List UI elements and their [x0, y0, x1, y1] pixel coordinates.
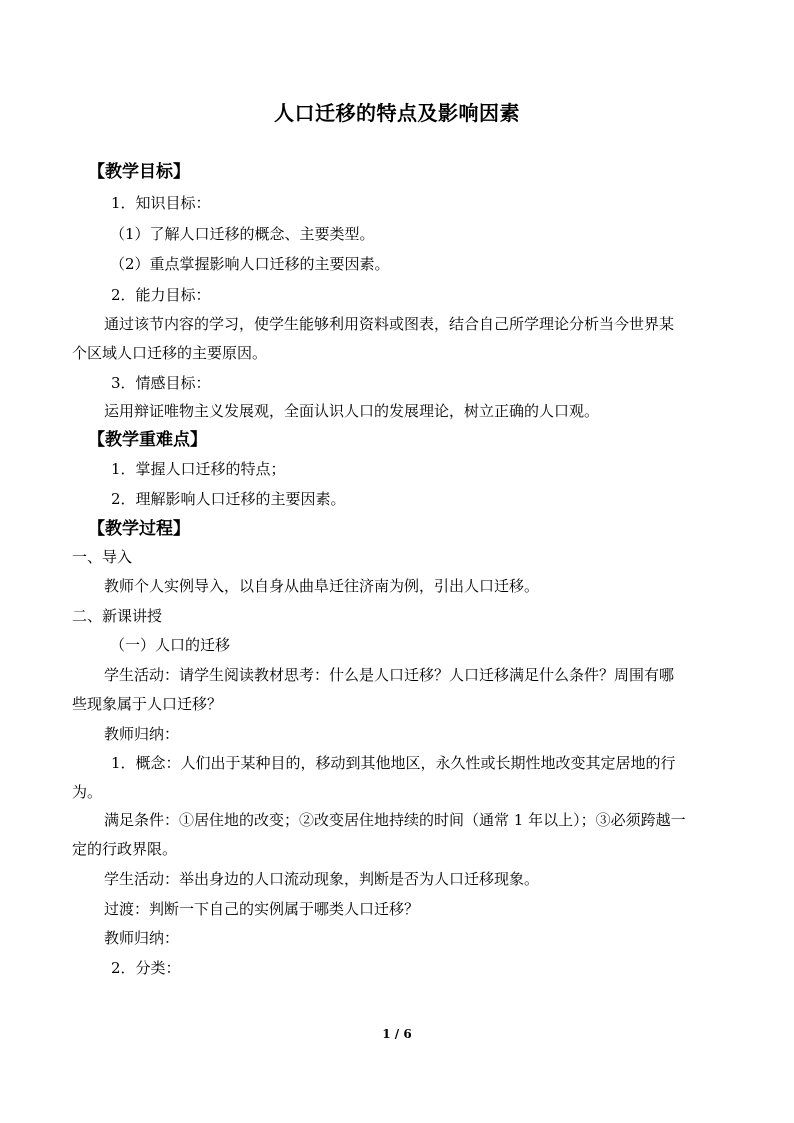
page-title: 人口迁移的特点及影响因素	[274, 101, 520, 125]
student-activity-1-line-2: 些现象属于人口迁移？	[72, 695, 223, 713]
student-activity-2: 学生活动：举出身边的人口流动现象，判断是否为人口迁移现象。	[104, 870, 540, 888]
student-activity-1-line-1: 学生活动：请学生阅读教材思考：什么是人口迁移？人口迁移满足什么条件？周围有哪	[104, 666, 675, 684]
knowledge-objective-label: 1．知识目标：	[111, 194, 211, 212]
ability-objective-text-line-1: 通过该节内容的学习，使学生能够利用资料或图表，结合自己所学理论分析当今世界某	[104, 315, 675, 333]
teaching-process-heading: 【教学过程】	[88, 519, 190, 539]
emotion-objective-text: 运用辩证唯物主义发展观，全面认识人口的发展理论，树立正确的人口观。	[104, 402, 600, 420]
ability-objective-text-line-2: 个区域人口迁移的主要原因。	[72, 344, 268, 362]
knowledge-item-1: （1）了解人口迁移的概念、主要类型。	[110, 225, 375, 243]
new-lesson-title: 二、新课讲授	[72, 607, 163, 625]
introduction-title: 一、导入	[72, 548, 133, 566]
introduction-text: 教师个人实例导入，以自身从曲阜迁往济南为例，引出人口迁移。	[104, 577, 540, 595]
page-number: 1 / 6	[382, 1027, 412, 1041]
emotion-objective-label: 3．情感目标：	[111, 374, 211, 392]
transition-text: 过渡：判断一下自己的实例属于哪类人口迁移？	[104, 900, 420, 918]
concept-line-1: 1．概念：人们出于某种目的，移动到其他地区，永久性或长期性地改变其定居地的行	[111, 754, 676, 772]
classification-label: 2．分类：	[111, 959, 181, 977]
conditions-line-2: 定的行政界限。	[72, 840, 178, 858]
difficulty-item-1: 1．掌握人口迁移的特点；	[111, 460, 286, 478]
migration-subheading: （一）人口的迁移	[110, 636, 231, 654]
difficulty-item-2: 2．理解影响人口迁移的主要因素。	[111, 490, 346, 508]
teacher-summary-2: 教师归纳：	[104, 929, 180, 947]
concept-line-2: 为。	[72, 783, 103, 801]
teaching-difficulties-heading: 【教学重难点】	[88, 430, 207, 450]
teaching-objectives-heading: 【教学目标】	[88, 162, 190, 182]
teacher-summary-1: 教师归纳：	[104, 725, 180, 743]
ability-objective-label: 2．能力目标：	[111, 286, 211, 304]
conditions-line-1: 满足条件：①居住地的改变；②改变居住地持续的时间（通常 1 年以上）；③必须跨越一	[104, 811, 686, 829]
knowledge-item-2: （2）重点掌握影响人口迁移的主要因素。	[110, 255, 390, 273]
